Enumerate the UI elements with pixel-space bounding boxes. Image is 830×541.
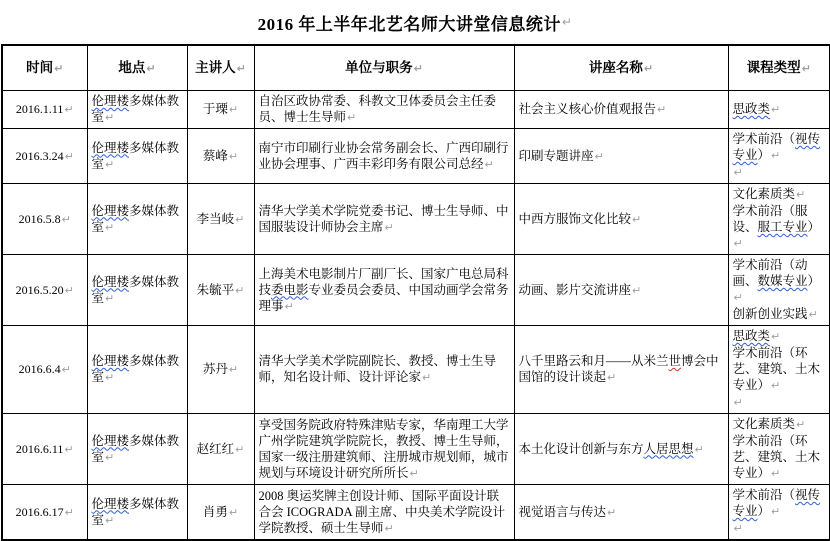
text-run: 学术前沿（服设、 <box>732 204 808 234</box>
paragraph <box>733 257 826 306</box>
text-run: 赵红红 <box>196 441 235 456</box>
table-row <box>2 326 830 414</box>
paragraph-mark-icon: ↵ <box>61 212 71 226</box>
paragraph <box>259 203 510 236</box>
paragraph-mark-icon: ↵ <box>228 103 239 116</box>
header-cell <box>187 45 254 91</box>
text-run: 多媒体教室 <box>91 354 180 384</box>
paragraph <box>733 433 826 482</box>
cell-unit[interactable] <box>254 414 514 485</box>
paragraph <box>519 504 724 521</box>
paragraph-mark-icon: ↵ <box>694 442 704 456</box>
header-label: 单位与职务 <box>345 59 413 75</box>
paragraph <box>519 101 724 118</box>
text-run: ） <box>807 274 821 288</box>
paragraph <box>733 306 826 323</box>
cell-speaker[interactable] <box>187 184 254 255</box>
cell-course_type[interactable] <box>728 91 830 129</box>
cell-lecture[interactable] <box>514 255 728 326</box>
spellcheck-underlined-text: 数媒专业 <box>757 274 808 288</box>
header-label: 课程类型 <box>746 59 801 75</box>
paragraph <box>519 282 724 299</box>
text-run: 学术前沿（ <box>732 488 796 502</box>
text-run: 社会主义核心价值观报告 <box>518 102 657 116</box>
header-cell <box>87 45 187 91</box>
table-header <box>2 45 830 91</box>
cell-unit[interactable] <box>254 485 514 541</box>
paragraph <box>7 211 83 228</box>
paragraph <box>192 148 250 165</box>
cell-location[interactable] <box>87 129 187 184</box>
paragraph <box>733 186 826 203</box>
text-run: 学术前沿（环艺、建筑、土木专业） <box>732 346 821 392</box>
header-cell <box>514 45 728 91</box>
cell-time[interactable] <box>2 326 87 414</box>
header-cell <box>2 45 87 91</box>
table-row <box>2 129 830 184</box>
paragraph <box>259 266 510 315</box>
text-run: 2008 奥运奖牌主创设计师、国际平面设计联合会 ICOGRADA 副主席、中央美术学院设计学院教授、硕士生导师 <box>258 488 506 535</box>
text-run: 印刷专题讲座 <box>518 148 594 163</box>
cell-location[interactable] <box>87 184 187 255</box>
cell-unit[interactable] <box>254 91 514 129</box>
spellcheck-underlined-text: 伦理楼 <box>91 354 130 368</box>
paragraph-mark-icon: ↵ <box>105 450 115 464</box>
paragraph-mark-icon: ↵ <box>384 220 394 234</box>
paragraph-mark-icon: ↵ <box>733 291 743 304</box>
text-run: 多媒体教室 <box>91 496 180 527</box>
text-run: 于瑮 <box>202 102 228 116</box>
text-run: 2016.1.11 <box>15 102 64 116</box>
paragraph <box>7 148 83 165</box>
paragraph-mark-icon: ↵ <box>771 505 781 518</box>
text-run: 学术前沿（动画、 <box>732 258 808 288</box>
cell-location[interactable] <box>87 485 187 541</box>
paragraph <box>92 433 183 466</box>
text-run: 李当岐 <box>196 211 235 226</box>
paragraph-mark-icon: ↵ <box>64 103 74 116</box>
cell-lecture[interactable] <box>514 326 728 414</box>
spellcheck-underlined-text: 伦理楼 <box>91 496 130 511</box>
spellcheck-underlined-text: 伦理楼 <box>91 94 130 108</box>
spellcheck-underlined-text: 伦理楼 <box>91 274 130 289</box>
text-run: 上海美术电影制片厂副厂长、国家广电总局科技 <box>258 266 509 297</box>
text-run: 创新创业实践 <box>732 307 808 321</box>
paragraph-mark-icon: ↵ <box>643 61 654 75</box>
text-run: 专业委员会委员、中国动画学会常务理事 <box>258 282 509 313</box>
cell-time[interactable] <box>2 485 87 541</box>
text-run: 视觉语言与传达 <box>518 504 607 519</box>
paragraph-mark-icon: ↵ <box>105 371 115 384</box>
paragraph-mark-icon: ↵ <box>796 188 806 201</box>
paragraph-mark-icon: ↵ <box>801 61 811 75</box>
paragraph-mark-icon: ↵ <box>228 149 239 163</box>
text-run: 南宁市印刷行业协会常务副会长、广西印刷行业协会理事、广西丰彩印务有限公司总经 <box>258 140 509 171</box>
spellcheck-underlined-text: 思政类 <box>732 329 771 343</box>
paragraph-mark-icon: ↵ <box>607 371 617 384</box>
paragraph-mark-icon: ↵ <box>771 379 781 392</box>
text-run: ） <box>757 148 771 162</box>
paragraph-mark-icon: ↵ <box>64 149 74 163</box>
text-run: 学术前沿（ <box>732 132 796 146</box>
cell-course_type[interactable] <box>728 326 830 414</box>
paragraph <box>519 353 724 386</box>
header-cell <box>254 45 514 91</box>
paragraph <box>733 328 826 345</box>
paragraph-mark-icon: ↵ <box>146 61 156 75</box>
text-run: 多媒体教室 <box>91 140 180 171</box>
paragraph <box>192 441 250 458</box>
text-run: 清华大学美术学院党委书记、博士生导师、中国服装设计师协会主席 <box>258 203 509 234</box>
text-run: ） <box>757 504 771 518</box>
header-label: 时间 <box>26 59 54 75</box>
paragraph <box>733 203 826 252</box>
paragraph-mark-icon: ↵ <box>796 418 806 431</box>
text-run: 八千里路云和月——从米兰 <box>518 354 669 368</box>
text-run: 享受国务院政府特殊津贴专家，华南理工大学广州学院建筑学院院长，教授、博士生导师，国家一级注册建筑师、注册城市规划师，城市规划与环境设计研究所所长 <box>258 417 509 480</box>
cell-unit[interactable] <box>254 184 514 255</box>
table-row <box>2 255 830 326</box>
spellcheck-underlined-text: 伦理楼 <box>91 203 130 218</box>
paragraph-mark-icon: ↵ <box>64 505 74 519</box>
cell-speaker[interactable] <box>187 326 254 414</box>
paragraph <box>259 417 510 482</box>
paragraph-mark-icon: ↵ <box>413 61 423 75</box>
spellcheck-underlined-text: 服工专业 <box>757 220 808 234</box>
paragraph <box>192 211 250 228</box>
paragraph-mark-icon: ↵ <box>64 283 74 297</box>
paragraph-mark-icon: ↵ <box>607 505 617 519</box>
paragraph-mark-icon: ↵ <box>422 371 432 384</box>
text-run: 2016.5.8 <box>18 211 61 226</box>
text-run: 2016.6.11 <box>15 441 64 456</box>
paragraph <box>92 93 183 126</box>
paragraph-mark-icon: ↵ <box>384 521 394 535</box>
paragraph-mark-icon: ↵ <box>632 212 642 226</box>
text-run: 中西方服饰文化比较 <box>518 211 632 226</box>
paragraph-mark-icon: ↵ <box>771 467 781 480</box>
paragraph <box>259 140 510 173</box>
lecture-info-table <box>1 44 830 541</box>
table-row <box>2 184 830 255</box>
cell-lecture[interactable] <box>514 91 728 129</box>
cell-speaker[interactable] <box>187 129 254 184</box>
paragraph-mark-icon: ↵ <box>657 103 667 116</box>
paragraph-mark-icon: ↵ <box>64 442 74 456</box>
paragraph-mark-icon: ↵ <box>228 505 239 519</box>
spellcheck-underlined-text: 人居思想 <box>643 441 694 456</box>
text-run: 2016.3.24 <box>15 148 64 163</box>
text-run: 2016.6.4 <box>18 362 61 376</box>
text-run: 多媒体教室 <box>91 433 180 464</box>
spellcheck-underlined-text: 视传专业 <box>732 132 821 162</box>
cell-unit[interactable] <box>254 255 514 326</box>
cell-speaker[interactable] <box>187 91 254 129</box>
spellcheck-underlined-text: 委电影 <box>271 282 309 297</box>
paragraph-mark-icon: ↵ <box>105 513 115 527</box>
cell-time[interactable] <box>2 255 87 326</box>
paragraph-mark-icon: ↵ <box>105 220 115 234</box>
paragraph-mark-icon: ↵ <box>594 149 604 163</box>
paragraph <box>7 441 83 458</box>
paragraph-mark-icon: ↵ <box>733 522 743 535</box>
text-run: 蔡峰 <box>202 148 228 163</box>
cell-location[interactable] <box>87 414 187 485</box>
text-run: 2016.6.17 <box>15 504 64 519</box>
text-run: 2016.5.20 <box>15 282 64 297</box>
paragraph <box>192 361 250 378</box>
header-label: 地点 <box>118 59 146 75</box>
cell-time[interactable] <box>2 414 87 485</box>
paragraph <box>733 416 826 433</box>
spellcheck-underlined-text: 伦理楼 <box>91 433 130 448</box>
cell-course_type[interactable] <box>728 184 830 255</box>
cell-speaker[interactable] <box>187 255 254 326</box>
text-run: 肖勇 <box>202 504 228 519</box>
paragraph <box>519 211 724 228</box>
paragraph-mark-icon: ↵ <box>54 61 64 75</box>
table-header-row <box>2 45 830 91</box>
cell-location[interactable] <box>87 326 187 414</box>
paragraph <box>192 282 250 299</box>
cell-time[interactable] <box>2 184 87 255</box>
paragraph <box>92 353 183 386</box>
text-run: 朱毓平 <box>196 282 235 297</box>
paragraph <box>192 504 250 521</box>
cell-time[interactable] <box>2 129 87 184</box>
paragraph-mark-icon: ↵ <box>733 166 743 179</box>
paragraph-mark-icon: ↵ <box>105 157 115 171</box>
cell-course_type[interactable] <box>728 129 830 184</box>
paragraph-mark-icon: ↵ <box>236 61 246 75</box>
text-run: 文化素质类 <box>732 417 796 431</box>
paragraph <box>733 394 826 411</box>
table-body <box>2 91 830 541</box>
paragraph <box>7 101 83 118</box>
header-label: 讲座名称 <box>588 59 643 75</box>
paragraph-mark-icon: ↵ <box>771 103 781 116</box>
paragraph <box>259 353 510 386</box>
paragraph-mark-icon: ↵ <box>235 212 245 226</box>
paragraph <box>92 274 183 307</box>
paragraph-mark-icon: ↵ <box>561 15 573 29</box>
paragraph <box>92 203 183 236</box>
spellcheck-underlined-text: 伦理楼 <box>91 140 130 155</box>
cell-speaker[interactable] <box>187 485 254 541</box>
paragraph-mark-icon: ↵ <box>733 396 743 409</box>
paragraph-mark-icon: ↵ <box>284 299 294 313</box>
spellcheck-underlined-text: 视传专业 <box>732 488 821 518</box>
cell-location[interactable] <box>87 255 187 326</box>
text-run: 文化素质类 <box>732 187 796 201</box>
paragraph <box>733 520 826 537</box>
text-run: 清华大学美术学院副院长、教授、博士生导师，知名设计师、设计评论家 <box>258 354 497 384</box>
paragraph-mark-icon: ↵ <box>733 237 743 250</box>
paragraph <box>7 361 83 378</box>
paragraph-mark-icon: ↵ <box>105 111 115 124</box>
paragraph <box>259 93 510 126</box>
cell-time[interactable] <box>2 91 87 129</box>
cell-unit[interactable] <box>254 326 514 414</box>
paragraph-mark-icon: ↵ <box>235 283 245 297</box>
cell-course_type[interactable] <box>728 255 830 326</box>
text-run: 动画、影片交流讲座 <box>518 282 632 297</box>
cell-course_type[interactable] <box>728 414 830 485</box>
spellcheck-underlined-text: 思政类 <box>732 102 771 116</box>
text-run: 多媒体教室 <box>91 94 180 124</box>
paragraph-mark-icon: ↵ <box>484 157 494 171</box>
table-row <box>2 414 830 485</box>
cell-location[interactable] <box>87 91 187 129</box>
paragraph-mark-icon: ↵ <box>105 291 115 305</box>
paragraph <box>7 282 83 299</box>
text-run: ） <box>807 220 821 234</box>
cell-lecture[interactable] <box>514 184 728 255</box>
paragraph-mark-icon: ↵ <box>808 308 818 321</box>
table-row <box>2 91 830 129</box>
paragraph <box>192 101 250 118</box>
page-title: 2016 年上半年北艺名师大讲堂信息统计 <box>257 14 561 34</box>
text-run: 苏丹 <box>202 362 228 376</box>
paragraph <box>92 140 183 173</box>
paragraph-mark-icon: ↵ <box>235 442 245 456</box>
paragraph-mark-icon: ↵ <box>228 363 239 376</box>
paragraph <box>7 504 83 521</box>
cell-speaker[interactable] <box>187 414 254 485</box>
cell-unit[interactable] <box>254 129 514 184</box>
paragraph <box>733 345 826 394</box>
text-run: 自治区政协常委、科教文卫体委员会主任委员、博士生导师 <box>258 94 497 124</box>
paragraph <box>519 148 724 165</box>
table-row <box>2 485 830 541</box>
paragraph <box>733 131 826 164</box>
text-run: 学术前沿（环艺、建筑、土木专业） <box>732 434 821 480</box>
paragraph-mark-icon: ↵ <box>61 363 71 376</box>
text-run: 本土化设计创新与东方 <box>518 441 644 456</box>
cell-lecture[interactable] <box>514 414 728 485</box>
cell-lecture[interactable] <box>514 129 728 184</box>
paragraph <box>259 488 510 537</box>
text-run: 多媒体教室 <box>91 203 180 234</box>
paragraph-mark-icon: ↵ <box>632 283 642 297</box>
header-label: 主讲人 <box>195 59 236 75</box>
paragraph <box>733 164 826 181</box>
paragraph-mark-icon: ↵ <box>771 149 781 162</box>
spellcheck-underlined-text: 世 <box>668 354 682 368</box>
paragraph-mark-icon: ↵ <box>771 330 781 343</box>
paragraph-mark-icon: ↵ <box>347 111 357 124</box>
document-title <box>0 0 830 44</box>
cell-course_type[interactable] <box>728 485 830 541</box>
header-cell <box>728 45 830 91</box>
paragraph-mark-icon: ↵ <box>409 466 419 480</box>
paragraph <box>519 441 724 458</box>
paragraph <box>92 496 183 529</box>
paragraph <box>733 101 826 118</box>
text-run: 多媒体教室 <box>91 274 180 305</box>
paragraph <box>733 487 826 520</box>
text-run: 博会中国馆的设计谈起 <box>518 354 719 384</box>
cell-lecture[interactable] <box>514 485 728 541</box>
